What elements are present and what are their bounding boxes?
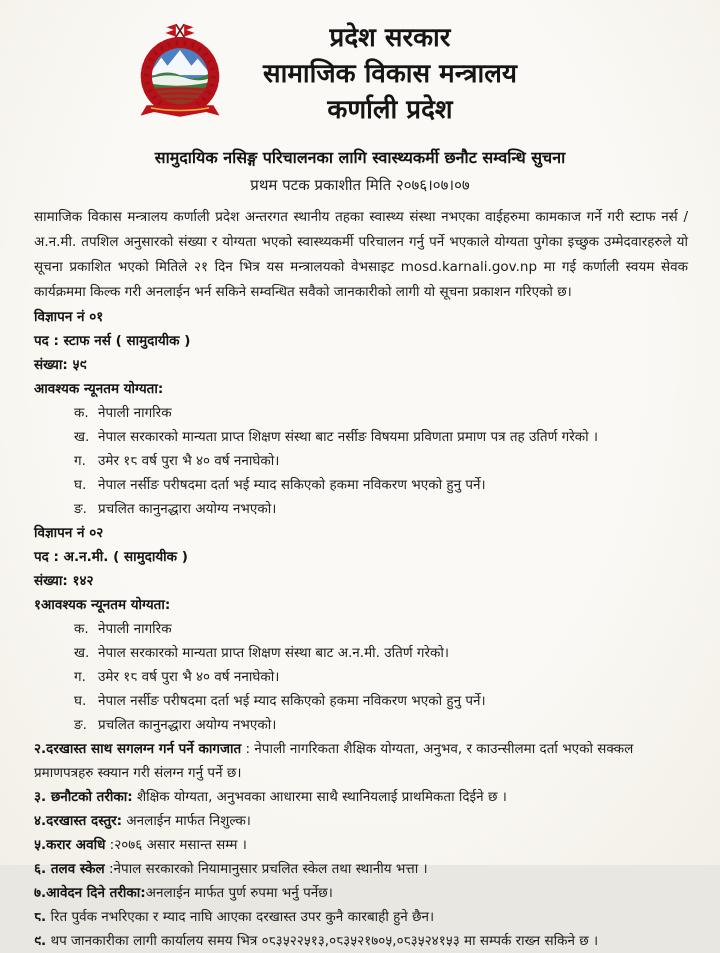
list-item — [74, 617, 688, 641]
list-item — [74, 497, 688, 521]
emblem-graphic — [128, 18, 232, 126]
vacancy-1-post: पद : स्टाफ नर्स ( सामुदायीक ) — [34, 333, 191, 349]
list-item-marker: ङ. — [74, 717, 87, 733]
list-item-text: नेपाली नागरिक — [98, 621, 172, 637]
list-item-marker: ख. — [74, 429, 90, 445]
vacancy-2-qualification-list — [34, 617, 688, 737]
list-item-marker: घ. — [74, 477, 87, 493]
condition-text: : नेपाली नागरिकता शैक्षिक योग्यता, अनुभव, र काउन्सीलमा दर्ता भएको सक्कल प्रमाणपत्रहरु स्क्यान गरी संलग्न गर्नु पर्ने छ। — [34, 741, 634, 781]
list-item-marker: क. — [74, 621, 89, 637]
condition-label: ४.दरखास्त दस्तुर: — [34, 813, 123, 829]
condition-text: अनलाईन मार्फत निशुल्क। — [122, 813, 251, 829]
condition-text: थप जानकारीका लागी कार्यालय समय भित्र ०८३५२२५१३,०८३५२१७०५,०८३५२४१५३ मा सम्पर्क राख्न सकिने छ । — [46, 933, 599, 949]
condition-text: अनलाईन मार्फत पुर्ण रुपमा भर्नु पर्नेछ। — [145, 885, 333, 901]
list-item-marker: ग. — [74, 669, 86, 685]
list-item-marker: ङ. — [74, 501, 87, 517]
list-item-text: नेपाल सरकारको मान्यता प्राप्त शिक्षण संस्था बाट नर्सीङ विषयमा प्रविणता प्रमाण पत्र तह उतिर्ण गरेको । — [98, 429, 599, 445]
vacancy-1-qualification-heading: आवश्यक न्यूनतम योग्यता: — [34, 381, 164, 397]
condition-application-fee — [34, 809, 688, 833]
list-item — [74, 641, 688, 665]
vacancy-1-adv-no: विज्ञापन नं ०१ — [34, 309, 104, 325]
letterhead-province: कर्णाली प्रदेश — [327, 95, 453, 125]
list-item-text: उमेर १८ वर्ष पुरा भै ४० वर्ष ननाघेको। — [98, 453, 280, 469]
notice-body — [0, 195, 720, 953]
list-item — [74, 401, 688, 425]
list-item-text: प्रचलित कानुनद्धारा अयोग्य नभएको। — [98, 717, 277, 733]
vacancy-2-post: पद : अ.न.मी. ( सामुदायीक ) — [34, 549, 188, 565]
list-item-text: नेपाल सरकारको मान्यता प्राप्त शिक्षण संस्था बाट अ.न.मी. उतिर्ण गरेको। — [98, 645, 449, 661]
list-item — [74, 713, 688, 737]
condition-text: :नेपाल सरकारको नियामानुसार प्रचलित स्केल तथा स्थानीय भत्ता । — [104, 861, 428, 877]
condition-label: ५.करार अवधि — [34, 837, 106, 853]
conditions-block — [34, 737, 688, 953]
nepal-government-emblem — [128, 18, 232, 126]
condition-label: ९. — [34, 933, 47, 949]
letterhead-government: प्रदेश सरकार — [329, 23, 451, 53]
vacancy-2-count: संख्या: १४२ — [34, 573, 94, 589]
condition-label: ६. तलव स्केल — [34, 861, 105, 877]
list-item — [74, 449, 688, 473]
vacancy-1-qualification-list — [34, 401, 688, 521]
list-item — [74, 473, 688, 497]
condition-text: रित पुर्वक नभरिएका र म्याद नाघि आएका दरखास्त उपर कुनै कारबाही हुने छैन। — [46, 909, 435, 925]
list-item-marker: ग. — [74, 453, 86, 469]
condition-label: २.दरखास्त साथ सगलग्न गर्न पर्ने कागजात — [34, 741, 242, 757]
condition-documents — [34, 737, 688, 785]
list-item — [74, 689, 688, 713]
vacancy-1-count: संख्या: ५९ — [34, 357, 87, 373]
notice-published-date: प्रथम पटक प्रकाशीत मिति २०७६।०७।०७ — [250, 176, 470, 194]
list-item-marker: घ. — [74, 693, 87, 709]
condition-text: शैक्षिक योग्यता, अनुभवका आधारमा साथै स्थानियलाई प्राथमिकता दिईने छ । — [132, 789, 507, 805]
condition-salary-scale — [34, 857, 688, 881]
list-item-text: प्रचलित कानुनद्धारा अयोग्य नभएको। — [98, 501, 277, 517]
list-item-marker: ख. — [74, 645, 90, 661]
list-item — [74, 665, 688, 689]
vacancy-1-block — [34, 305, 688, 521]
list-item-text: नेपाली नागरिक — [98, 405, 172, 421]
condition-contact-info — [34, 929, 688, 953]
intro-paragraph: सामाजिक विकास मन्त्रालय कर्णाली प्रदेश अन्तरगत स्थानीय तहका स्वास्थ्य संस्था नभएका वाईहरुमा कामकाज गर्ने गरी स्टाफ नर्स / अ.न.मी. तपशिल अनुसारको संख्या र योग्यता भएको स्वास्थ्यकर्मी परिचालन गर्नु पर्ने भएकाले योग्यता पुगेका इच्छुक उम्मेदवारहरुले यो सूचना प्रकाशित भएको मितिले २१ दिन भित्र यस मन्त्रालयको वेभसाइट mosd.karnali.gov.np मा गई कर्णाली स्वयम सेवक कार्यक्रममा किल्क गरी अनलाईन भर्न सकिने सम्वन्धित सवैको जानकारीको लागी यो सूचना प्रकाशन गरिएको छ। — [34, 209, 688, 300]
condition-invalid-applications — [34, 905, 688, 929]
vacancy-2-qualification-heading: १आवश्यक न्यूनतम योग्यता: — [34, 597, 171, 613]
condition-contract-period — [34, 833, 688, 857]
condition-text: :२०७६ असार मसान्त सम्म । — [105, 837, 247, 853]
condition-application-method — [34, 881, 688, 905]
condition-label: ३. छनौटको तरीका: — [34, 789, 133, 805]
condition-label: ८. — [34, 909, 47, 925]
list-item-text: नेपाल नर्सीङ परीषदमा दर्ता भई म्याद सकिएको हकमा नविकरण भएको हुनु पर्ने। — [98, 693, 486, 709]
list-item-text: उमेर १८ वर्ष पुरा भै ४० वर्ष ननाघेको। — [98, 669, 280, 685]
condition-label: ७.आवेदन दिने तरीका: — [34, 885, 146, 901]
condition-selection-method — [34, 785, 688, 809]
vacancy-2-block — [34, 521, 688, 737]
vacancy-2-adv-no: विज्ञापन नं ०२ — [34, 525, 104, 541]
notice-title: सामुदायिक नसिङ्ग परिचालनका लागि स्वास्थ्यकर्मी छनौट सम्वन्धि सुचना — [154, 148, 566, 167]
list-item-text: नेपाल नर्सीङ परीषदमा दर्ता भई म्याद सकिएको हकमा नविकरण भएको हुनु पर्ने। — [98, 477, 486, 493]
list-item-marker: क. — [74, 405, 89, 421]
letterhead-ministry: सामाजिक विकास मन्त्रालय — [263, 59, 517, 89]
list-item — [74, 425, 688, 449]
